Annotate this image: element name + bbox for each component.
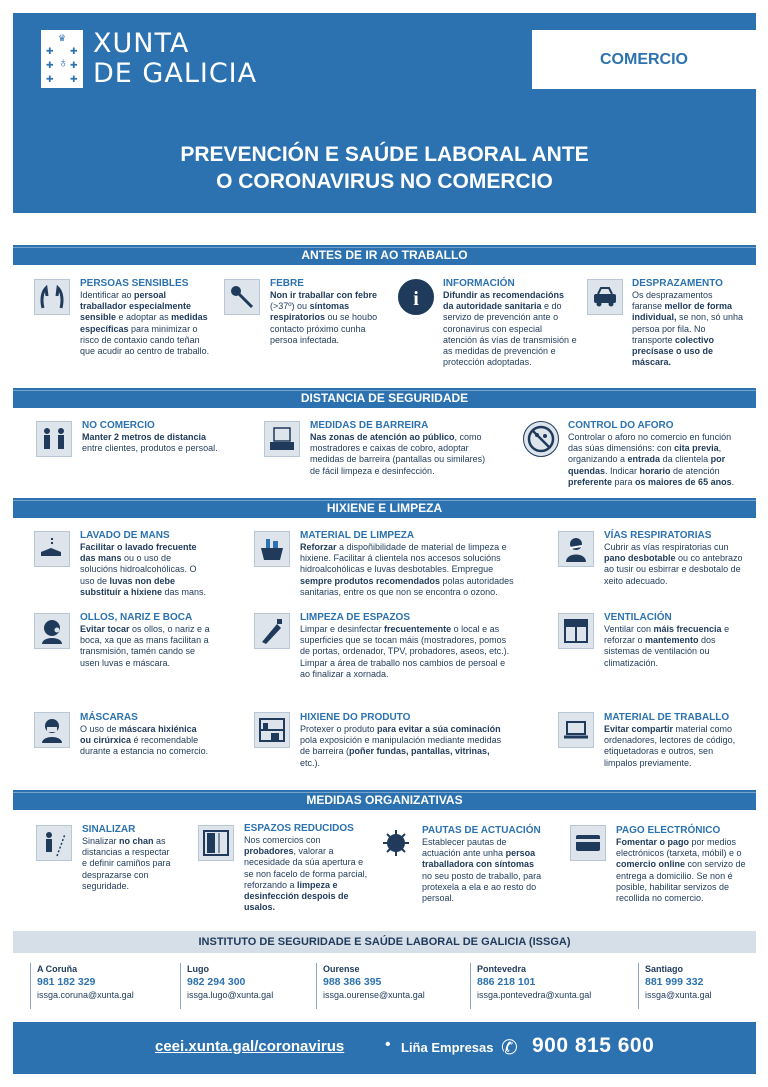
hands-icon (34, 279, 70, 315)
office-phone: 982 294 300 (187, 976, 246, 988)
footer-phone-number[interactable]: 900 815 600 (532, 1034, 655, 1057)
mask-icon (34, 712, 70, 748)
page-title (13, 141, 756, 195)
item-vias-respiratorias: VÍAS RESPIRATORIAS Cubrir as vías respiratorias cun pano desbotable ou co antebrazo ao tusir ou esbirrar e desbotalo de xeito adecuado. (604, 530, 743, 586)
thermometer-icon (224, 279, 260, 315)
svg-text:i: i (413, 288, 419, 310)
item-no-comercio: NO COMERCIO Manter 2 metros de distancia entre clientes, produtos e persoal. (82, 420, 218, 454)
item-material-traballo: MATERIAL DE TRABALLO Evitar compartir material como ordenadores, lectores de código, etiquetadoras e outros, sen limpalos previamente. (604, 712, 736, 768)
window-icon (558, 613, 594, 649)
footer-url-link[interactable]: ceei.xunta.gal/coronavirus (155, 1038, 345, 1055)
office-coruna (30, 963, 134, 1009)
header-banner (13, 13, 756, 213)
office-email[interactable]: issga@xunta.gal (645, 990, 712, 1000)
office-ourense (316, 963, 425, 1009)
office-santiago (638, 963, 712, 1009)
office-city: Santiago (645, 964, 684, 974)
item-desprazamento: DESPRAZAMENTO Os desprazamentos faranse mellor de forma individual, se non, só unha persoa por fila. No transporte colectivo precísase o uso de máscara. (632, 278, 744, 368)
office-city: Lugo (187, 964, 209, 974)
section-header-organizativas: MEDIDAS ORGANIZATIVAS (13, 790, 756, 810)
title-line1: PREVENCIÓN E SAÚDE LABORAL ANTE (180, 143, 589, 166)
logo-line1: XUNTA (93, 28, 190, 59)
xunta-logo-text (93, 29, 257, 89)
card-payment-icon (570, 825, 606, 861)
office-email[interactable]: issga.coruna@xunta.gal (37, 990, 134, 1000)
office-phone: 988 386 395 (323, 976, 382, 988)
xunta-emblem-icon: ♛ ✚ ✚ ✚ ♁ ✚ ✚ ✚ (41, 30, 83, 88)
office-phone: 881 999 332 (645, 976, 704, 988)
shelf-icon (254, 712, 290, 748)
office-phone: 886 218 101 (477, 976, 536, 988)
item-medidas-barreira: MEDIDAS DE BARREIRA Nas zonas de atención ao público, como mostradores e caixas de cobro, adoptar medidas de barreira (pantallas ou similares) de fácil limpeza e desinfección. (310, 420, 486, 476)
item-limpeza-espazos: LIMPEZA DE ESPAZOS Limpar e desinfectar frecuentemente o local e as superficies que se tocan máis (mostradores, pomos de portas, ordenador, TPV, probadores, aseos, etc.). Limpar a área de traballo nos cambios de persoal e ao finalizar a xornada. (300, 612, 510, 679)
item-persoas-sensibles: PERSOAS SENSIBLES Identificar ao persoal traballador especialmente sensible e adoptar as medidas específicas para minimizar o risco de contaxio cando teñan que acudir ao centro de traballo. (80, 278, 210, 357)
people-distance-icon (36, 421, 72, 457)
item-control-aforo: CONTROL DO AFORO Controlar o aforo no comercio en función das súas dimensións: con cita previa, organizando a entrada da clientela por quendas. Indicar horario de atención preferente para os maiores de 65 anos. (568, 420, 735, 487)
office-phone: 981 182 329 (37, 976, 96, 988)
office-email[interactable]: issga.pontevedra@xunta.gal (477, 990, 592, 1000)
logo-line2: DE GALICIA (93, 58, 258, 89)
item-sinalizar: SINALIZAR Sinalizar no chan as distancias a respectar e definir camiños para desprazarse con seguridade. (82, 824, 171, 891)
office-email[interactable]: issga.ourense@xunta.gal (323, 990, 425, 1000)
footer-separator: • (385, 1036, 391, 1053)
car-icon (587, 279, 623, 315)
item-espazos-reducidos: ESPAZOS REDUCIDOS Nos comercios con probadores, valorar a necesidade da súa apertura e se non facelo de forma parcial, reforzando a limpeza e desinfección despois de usalos. (244, 823, 368, 913)
office-email[interactable]: issga.lugo@xunta.gal (187, 990, 274, 1000)
item-hixiene-produto: HIXIENE DO PRODUTO Protexer o produto para evitar a súa cominación pola exposición e manipulación mediante medidas de barreira (poñer fundas, pantallas, vitrinas, etc.). (300, 712, 502, 768)
section-header-hixiene: HIXIENE E LIMPEZA (13, 498, 756, 518)
phone-icon: ✆ (501, 1037, 518, 1059)
virus-icon (378, 825, 414, 861)
section-header-antes: ANTES DE IR AO TRABALLO (13, 245, 756, 265)
cleaning-basket-icon (254, 531, 290, 567)
sneeze-icon (558, 531, 594, 567)
section-badge: COMERCIO (532, 30, 756, 89)
item-informacion: INFORMACIÓN Difundir as recomendacións da autoridade sanitaria e do servizo de prevención ante o coronavirus con especial atención ás vías de transmisión e as medidas de prevención e protección adoptadas. (443, 278, 577, 368)
item-ventilacion: VENTILACIÓN Ventilar con máis frecuencia e reforzar o mantemento dos sistemas de ventilación ou climatización. (604, 612, 730, 668)
title-line2: O CORONAVIRUS NO COMERCIO (216, 170, 553, 193)
item-pago-electronico: PAGO ELECTRÓNICO Fomentar o pago por medios electrónicos (tarxeta, móbil) e o comercio online con servizo de entrega a domicilio. Se non é posible, habilitar servizos de recollida no comercio. (616, 825, 746, 904)
office-city: A Coruña (37, 964, 78, 974)
laptop-icon (558, 712, 594, 748)
office-lugo (180, 963, 273, 1009)
footer-bar (13, 1022, 756, 1074)
item-material-limpeza: MATERIAL DE LIMPEZA Reforzar a dispoñibilidade de material de limpeza e hixiene. Facilitar á clientela nos accesos solucións hidroalcohólicas e luvas desbotables. Empregue sempre produtos recomendados polas autoridades sanitarias, entre os que non se encontra o ozono. (300, 530, 514, 597)
office-pontevedra (470, 963, 591, 1009)
counter-screen-icon (264, 421, 300, 457)
item-mascaras: MÁSCARAS O uso de máscara hixiénica ou cirúrxica é recomendable durante a estancia no comercio. (80, 712, 209, 757)
face-touch-icon (34, 613, 70, 649)
office-city: Pontevedra (477, 964, 527, 974)
floor-sign-icon (36, 825, 72, 861)
no-crowd-icon (523, 421, 559, 457)
handwash-icon (34, 531, 70, 567)
issga-title: INSTITUTO DE SEGURIDADE E SAÚDE LABORAL DE GALICIA (ISSGA) (13, 931, 756, 953)
spray-icon (254, 613, 290, 649)
info-icon (398, 279, 434, 315)
item-ollos-nariz-boca: OLLOS, NARIZ E BOCA Evitar tocar os ollos, o nariz e a boca, xa que as mans facilitan a transmisión, tamén cando se usen luvas e máscara. (80, 612, 210, 668)
item-lavado-mans: LAVADO DE MANS Facilitar o lavado frecuente das mans ou o uso de solucións hidroalcohólicas. O uso de luvas non debe substituír a hixiene das mans. (80, 530, 207, 597)
item-pautas-actuacion: PAUTAS DE ACTUACIÓN Establecer pautas de actuación ante unha persoa traballadora con síntomas no seu posto de traballo, para protexela a ela e ao resto do persoal. (422, 825, 542, 904)
fitting-room-icon (198, 825, 234, 861)
item-febre: FEBRE Non ir traballar con febre (>37º) ou síntomas respiratorios ou se houbo contacto próximo cunha persoa infectada. (270, 278, 378, 345)
section-header-distancia: DISTANCIA DE SEGURIDADE (13, 388, 756, 408)
footer-line-label: Liña Empresas (401, 1040, 494, 1055)
office-city: Ourense (323, 964, 360, 974)
